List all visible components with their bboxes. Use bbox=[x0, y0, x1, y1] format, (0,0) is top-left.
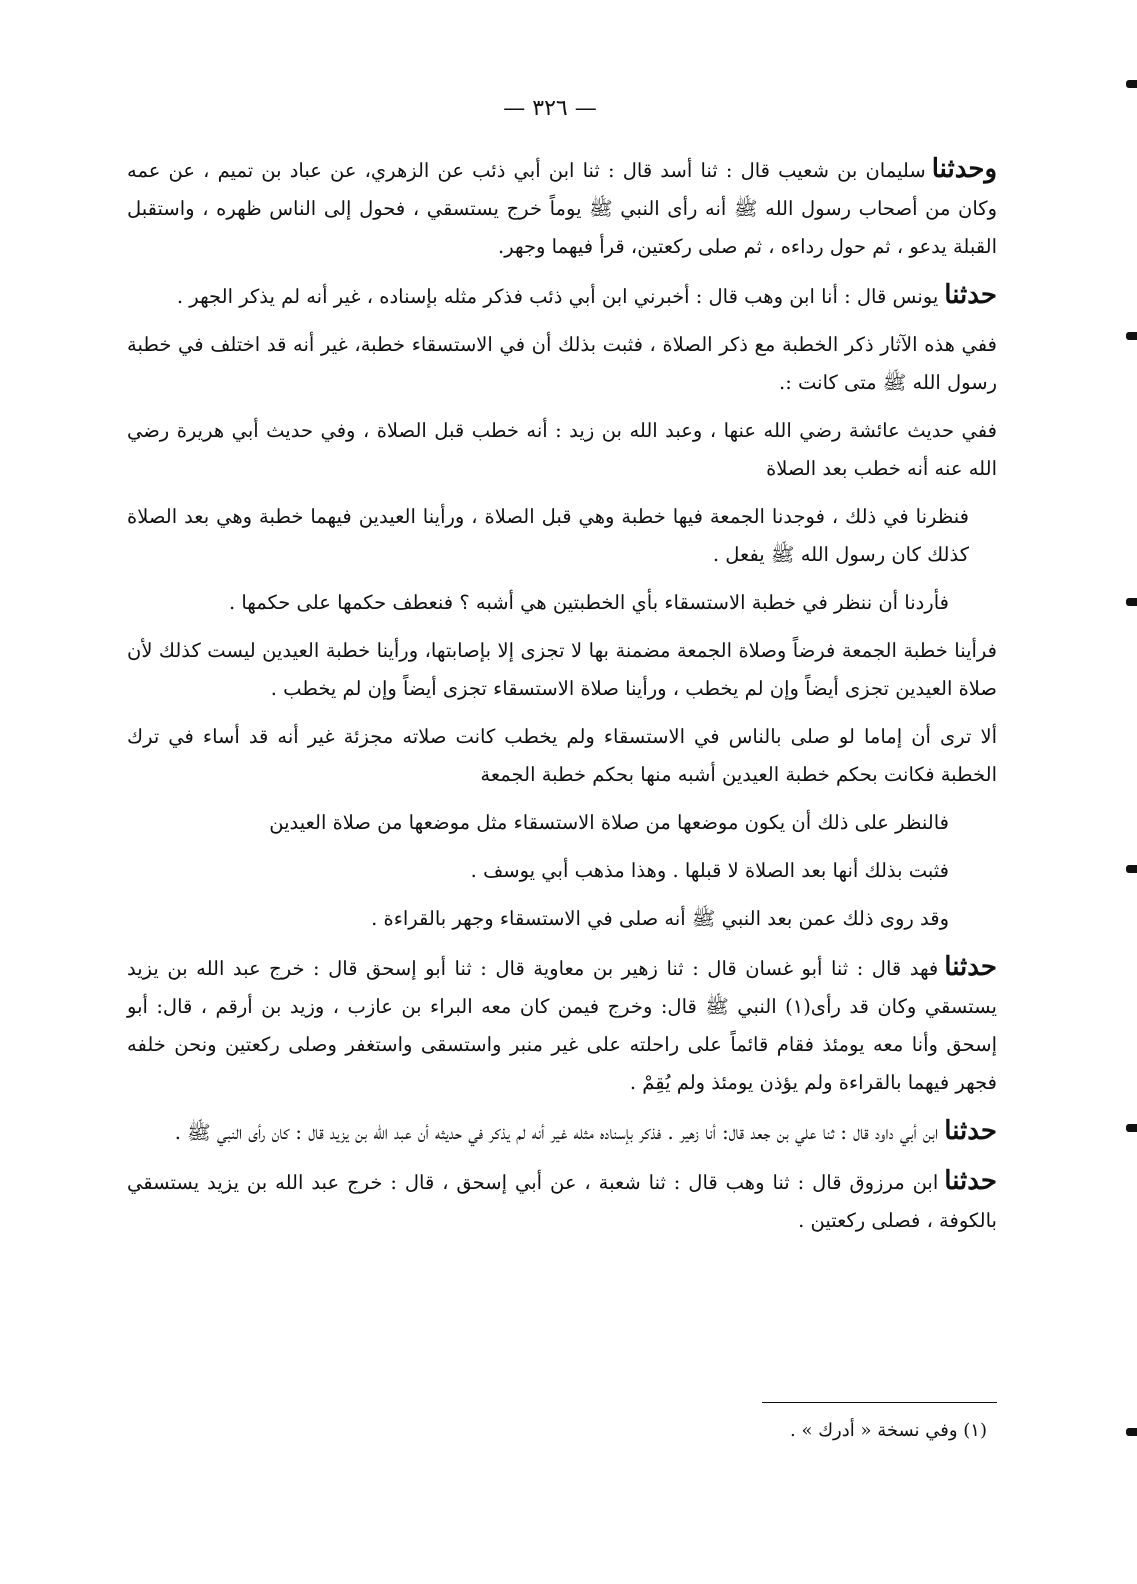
paragraph-6 bbox=[127, 584, 997, 622]
paragraph-1 bbox=[127, 150, 997, 266]
paragraph-text: فالنظر على ذلك أن يكون موضعها من صلاة الاستسقاء مثل موضعها من صلاة العيدين bbox=[269, 811, 949, 834]
paragraph-text: ابن مرزوق قال : ثنا وهب قال : ثنا شعبة ، عن أبي إسحق ، قال : خرج عبد الله بن يزيد يستسقي بالكوفة ، فصلى ركعتين . bbox=[127, 1171, 997, 1232]
paragraph-text: ابن أبي داود قال : ثنا علي بن جعد قال: أنا زهير . فذكر بإسناده مثله غير أنه لم يذكر في حديثه أن عبد الله بن يزيد قال : كان رأى النبي ﷺ . bbox=[174, 1121, 939, 1144]
paragraph-text: فأردنا أن ننظر في خطبة الاستسقاء بأي الخطبتين هي أشبه ؟ فنعطف حكمها على حكمها . bbox=[228, 591, 949, 614]
paragraph-11 bbox=[127, 900, 997, 938]
haddathana-lead: حدثنا bbox=[944, 280, 997, 310]
paragraph-text: يونس قال : أنا ابن وهب قال : أخبرني ابن أبي ذئب فذكر مثله بإسناده ، غير أنه لم يذكر الجهر . bbox=[176, 285, 939, 308]
paragraph-5 bbox=[127, 498, 997, 574]
paragraph-text: سليمان بن شعيب قال : ثنا أسد قال : ثنا ابن أبي ذئب عن الزهري، عن عباد بن تميم ، عن عمه وكان من أصحاب رسول الله ﷺ أنه رأى النبي ﷺ يوماً خرج يستسقي ، فحول إلى الناس ظهره ، واستقبل القبلة يدعو ، ثم حول رداءه ، ثم صلى ركعتين، قرأ فيهما وجهر. bbox=[127, 159, 997, 258]
haddathana-lead: وحدثنا bbox=[931, 154, 997, 184]
paragraph-text: ففي هذه الآثار ذكر الخطبة مع ذكر الصلاة ، فثبت بذلك أن في الاستسقاء خطبة، غير أنه قد اختلف في خطبة رسول الله ﷺ متى كانت :. bbox=[127, 333, 997, 394]
paragraph-12 bbox=[127, 948, 997, 1102]
paragraph-text: فرأينا خطبة الجمعة فرضاً وصلاة الجمعة مضمنة بها لا تجزى إلا بإصابتها، ورأينا خطبة العيدين ليست كذلك لأن صلاة العيدين تجزى أيضاً وإن لم يخطب ، ورأينا صلاة الاستسقاء تجزى أيضاً وإن لم يخطب . bbox=[127, 639, 997, 700]
paragraph-text: وقد روى ذلك عمن بعد النبي ﷺ أنه صلى في الاستسقاء وجهر بالقراءة . bbox=[371, 907, 949, 930]
haddathana-lead: حدثنا bbox=[944, 1166, 997, 1196]
margin-mark bbox=[1126, 1124, 1137, 1132]
margin-mark bbox=[1126, 865, 1137, 873]
paragraph-13 bbox=[127, 1112, 997, 1152]
margin-mark bbox=[1126, 1428, 1137, 1436]
page-number: — ٣٢٦ — bbox=[503, 96, 597, 121]
paragraph-text: ففي حديث عائشة رضي الله عنها ، وعبد الله بن زيد : أنه خطب قبل الصلاة ، وفي حديث أبي هريرة رضي الله عنه أنه خطب بعد الصلاة bbox=[127, 419, 997, 480]
paragraph-14 bbox=[127, 1162, 997, 1240]
margin-mark bbox=[1126, 332, 1137, 340]
paragraph-text: ألا ترى أن إماما لو صلى بالناس في الاستسقاء ولم يخطب كانت صلاته مجزئة غير أنه قد أساء في ترك الخطبة فكانت بحكم خطبة العيدين أشبه منها بحكم خطبة الجمعة bbox=[127, 725, 997, 786]
paragraph-8 bbox=[127, 718, 997, 794]
haddathana-lead: حدثنا bbox=[944, 1116, 997, 1146]
paragraph-text: فثبت بذلك أنها بعد الصلاة لا قبلها . وهذا مذهب أبي يوسف . bbox=[470, 859, 949, 882]
paragraph-text: فنظرنا في ذلك ، فوجدنا الجمعة فيها خطبة وهي قبل الصلاة ، ورأينا العيدين فيهما خطبة وهي بعد الصلاة كذلك كان رسول الله ﷺ يفعل . bbox=[127, 505, 969, 566]
paragraph-4 bbox=[127, 412, 997, 488]
paragraph-7 bbox=[127, 632, 997, 708]
paragraph-3 bbox=[127, 326, 997, 402]
paragraph-9 bbox=[127, 804, 997, 842]
paragraph-10 bbox=[127, 852, 997, 890]
main-text bbox=[127, 150, 997, 1250]
footnote: (١) وفي نسخة « أدرك » . bbox=[790, 1420, 987, 1441]
margin-mark bbox=[1126, 80, 1137, 88]
margin-mark bbox=[1126, 598, 1137, 606]
paragraph-2 bbox=[127, 276, 997, 316]
haddathana-lead: حدثنا bbox=[944, 952, 997, 982]
footnote-divider bbox=[762, 1402, 997, 1403]
paragraph-text: فهد قال : ثنا أبو غسان قال : ثنا زهير بن معاوية قال : ثنا أبو إسحق قال : خرج عبد الله بن يزيد يستسقي وكان قد رأى(١) النبي ﷺ قال: وخرج فيمن كان معه البراء بن عازب ، وزيد بن أرقم ، قال: أبو إسحق وأنا معه يومئذ فقام قائماً على راحلته على غير منبر واستسقى واستغفر وصلى ركعتين ونحن خلفه فجهر فيهما بالقراءة ولم يؤذن يومئذ ولم يُقِمْ . bbox=[127, 957, 997, 1094]
